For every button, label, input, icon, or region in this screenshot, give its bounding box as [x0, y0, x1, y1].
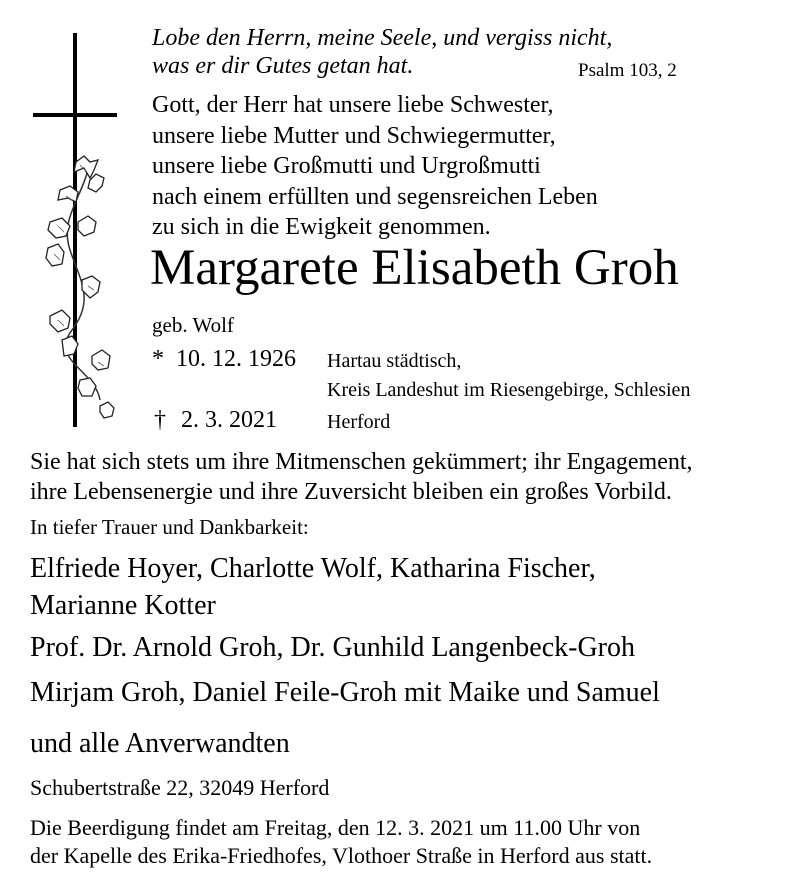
intro-line: nach einem erfüllten und segensreichen Leben	[152, 183, 598, 210]
cross-horizontal-bar	[33, 113, 117, 117]
intro-line: unsere liebe Mutter und Schwiegermutter,	[152, 122, 556, 149]
intro-line: zu sich in die Ewigkeit genommen.	[152, 214, 491, 241]
maiden-name: geb. Wolf	[152, 313, 234, 337]
ivy-leaves	[46, 156, 114, 418]
address: Schubertstraße 22, 32049 Herford	[30, 775, 330, 800]
death-place: Herford	[327, 411, 391, 433]
funeral-line-1: Die Beerdigung findet am Freitag, den 12. 3. 2021 um 11.00 Uhr von	[30, 815, 641, 840]
cross-with-ivy-icon	[0, 0, 140, 440]
mourners-line-5: und alle Anverwandten	[30, 728, 290, 759]
mourners-line-1: Elfriede Hoyer, Charlotte Wolf, Katharina Fischer,	[30, 553, 596, 584]
cross-vertical-bar	[73, 33, 77, 427]
birth-symbol: *	[152, 346, 164, 372]
mourners-line-2: Marianne Kotter	[30, 590, 216, 621]
mourners-intro: In tiefer Trauer und Dankbarkeit:	[30, 515, 309, 539]
intro-line: unsere liebe Großmutti und Urgroßmutti	[152, 153, 541, 180]
intro-text	[152, 90, 598, 243]
tribute-line-2: ihre Lebensenergie und ihre Zuversicht bleiben ein großes Vorbild.	[30, 479, 672, 505]
intro-line: Gott, der Herr hat unsere liebe Schwester,	[152, 92, 554, 118]
tribute-line-1: Sie hat sich stets um ihre Mitmenschen gekümmert; ihr Engagement,	[30, 449, 693, 475]
quote-line-2: was er dir Gutes getan hat.	[152, 53, 414, 79]
birth-date: 10. 12. 1926	[176, 346, 296, 372]
death-date: 2. 3. 2021	[181, 407, 277, 433]
death-symbol: †	[154, 407, 166, 433]
mourners-line-3: Prof. Dr. Arnold Groh, Dr. Gunhild Langenbeck-Groh	[30, 632, 636, 663]
mourners-line-4: Mirjam Groh, Daniel Feile-Groh mit Maike und Samuel	[30, 677, 660, 708]
funeral-line-2: der Kapelle des Erika-Friedhofes, Vlothoer Straße in Herford aus statt.	[30, 843, 653, 868]
quote-line-1: Lobe den Herrn, meine Seele, und vergiss nicht,	[152, 25, 613, 51]
birth-place-line-1: Hartau städtisch,	[327, 350, 462, 372]
funeral-info	[30, 814, 652, 870]
psalm-reference: Psalm 103, 2	[578, 60, 677, 81]
deceased-name: Margarete Elisabeth Groh	[150, 240, 679, 296]
birth-place-line-2: Kreis Landeshut im Riesengebirge, Schlesien	[327, 379, 691, 401]
